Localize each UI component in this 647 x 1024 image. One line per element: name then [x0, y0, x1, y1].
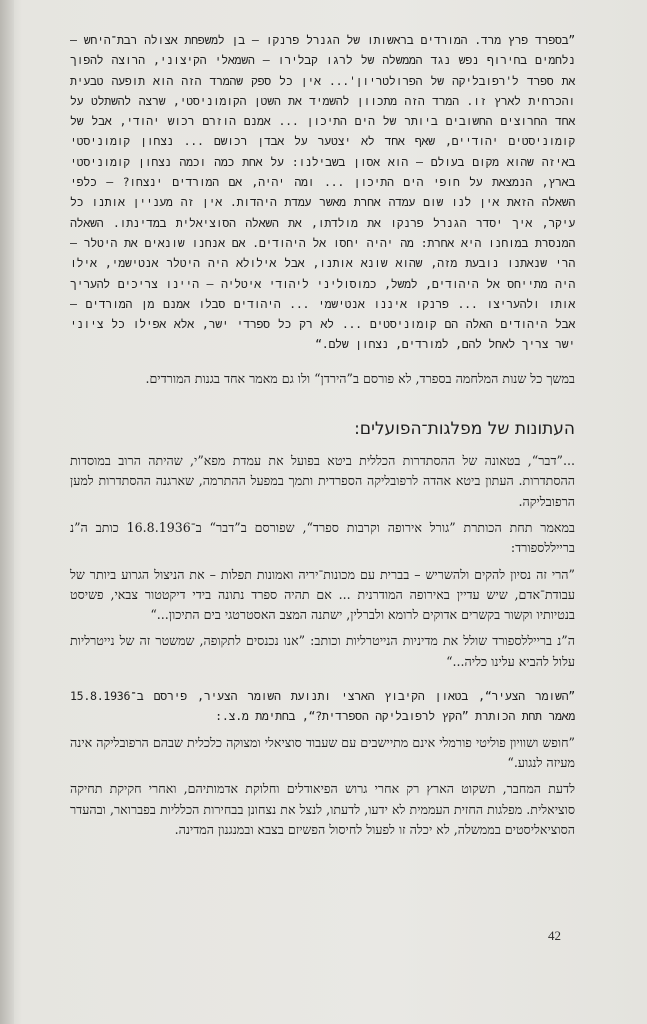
- page-number: 42: [548, 928, 561, 943]
- paragraph-davar: ...”דבר“, בטאונה של ההסתדרות הכללית ביטא בפועל את עמדת מפא”י, שהיתה הרוב במוסדות ההסתדרות. העתון ביטא אהדה לרפובליקה הספרדית ותמך במפעל ההתרמה, שארגנה ההסתדרות למען הרפובליקה.: [70, 453, 575, 509]
- paragraph-article-intro: במאמר תחת הכותרת ”גורל אירופה וקרבות ספרד“, שפורסם ב”דבר“ ב־16.8.1936 כותב ה”נ ברייללספורד:: [70, 519, 575, 556]
- paragraph-hashomer-hatzair: ”השומר הצעיר“, בטאון הקיבוץ הארצי ותנועת השומר הצעיר, פירסם ב־15.8.1936 מאמר תחת הכותרת ”הקץ לרפובליקה הספרדית?“, בחתימת מ.צ.:: [70, 689, 575, 724]
- book-spine-shadow: [0, 0, 14, 1024]
- section-heading: העתונות של מפלגות־הפועלים:: [354, 419, 575, 440]
- paragraph-no-condemnation: במשך כל שנות המלחמה בספרד, לא פורסם ב”הירדן“ ולו גם מאמר אחד בגנות המורדים.: [145, 370, 575, 386]
- paragraph-hashomer-quote: ”חופש ושוויון פוליטי פורמלי אינם מתיישבים עם שעבוד סוציאלי ומצוקה כלכלית שבהם הרפובליקה אינה מעיזה לנגוע.“: [70, 734, 575, 770]
- page-text-column: [70, 30, 575, 840]
- paragraph-neutrality: ה”נ ברייללספורד שולל את מדיניות הנייטרליות וכותב: ”אנו נכנסים לתקופה, שמשטר זה של נייטרליות עלול להביא עלינו כליה...“: [70, 633, 575, 669]
- paragraph-author-opinion: לדעת המחבר, תשקוט הארץ רק אחרי גרוש הפיאודלים וחלוקת אדמותיהם, ואחרי חקיקת תחיקה סוציאלית. מפלגות החזית העממית לא ידעו, לדעתו, לנצל את נצחונן בבחירות הכלליות בפברואר, ובהעדר הסוציאליסטים בממשלה, לא יכלה זו לפעול לחיסול הפשיזם בצבא ובמנגנון המדינה.: [70, 781, 575, 837]
- paragraph-brailsford-quote: ”הרי זה נסיון להקים ולהשריש – בברית עם מכונות־יריה ואמונות תפלות – את הניצול הגרוע ביותר של עבודת־אדם, שיש עדיין באירופה המודרנית ... אם תהיה ספרד נתונה בידי דיקטטור צבאי, פשיסט בנטיותיו וקשור בקשרים אדוקים לרומא ולברלין, ישתנה המצב האסטרטגי בים התיכון...“: [70, 566, 575, 623]
- quote-paragraph-ha-yarden: ”בספרד פרץ מרד. המורדים בראשותו של הגנרל פרנקו – בן למשפחת אצולה רבת־היחש – נלחמים בחירוף נפש נגד הממשלה של לרגו קבלירו – השמאלי הקיצוני, הרוצה להפוך את ספרד ל'רפובליקה של הפרולטריון'... אין כל ספק שהמרד הזה הוא תופעה טבעית והכרחית לארץ זו. המרד הזה מתכוון להשמיד את השטן הקומוניסטי, שרצה להשתלט על אחד החרוצים החשובים ביותר של הים התיכון ... אמנם הוזרם רכוש יהודי, אבל של קומוניסטים יהודיים, שאף אחד לא יצטער על אבדן רכושם ... נצחון קומוניסטי באיזה שהוא מקום בעולם – הוא אסון בשבילנו: על אחת כמה וכמה נצחון קומוניסטי בארץ, הנמצאת על חופי הים התיכון ... ומה יהיה, אם המורדים ינצחו? – כלפי השאלה הזאת אין לנו שום עמדה אחרת מאשר עמדת היהדות. אין זה מעניין אותנו כל עיקר, איך יסדר הגנרל פרנקו את מולדתו, את השאלה הסוציאלית במדינתו. השאלה המנסרת במוחנו היא אחרת: מה יהיה יחסו אל היהודים. אם אנחנו שונאים את היטלר – הרי שנאתנו נובעת מזה, שהוא שונא אותנו, אבל אילולא היה היטלר אנטישמי, אילו היה מתייחס אל היהודים, למשל, כמוסוליני ליהודי איטליה – היינו צריכים להעריך אותו ולהעריצו ... פרנקו איננו אנטישמי ... היהודים סבלו אמנם מן המורדים – אבל היהודים האלה הם קומוניסטים ... לא רק כל ספרדי ישר, אלא אפילו כל ציוני ישר צריך לאחל להם, למורדים, נצחון שלם.“: [70, 33, 575, 352]
